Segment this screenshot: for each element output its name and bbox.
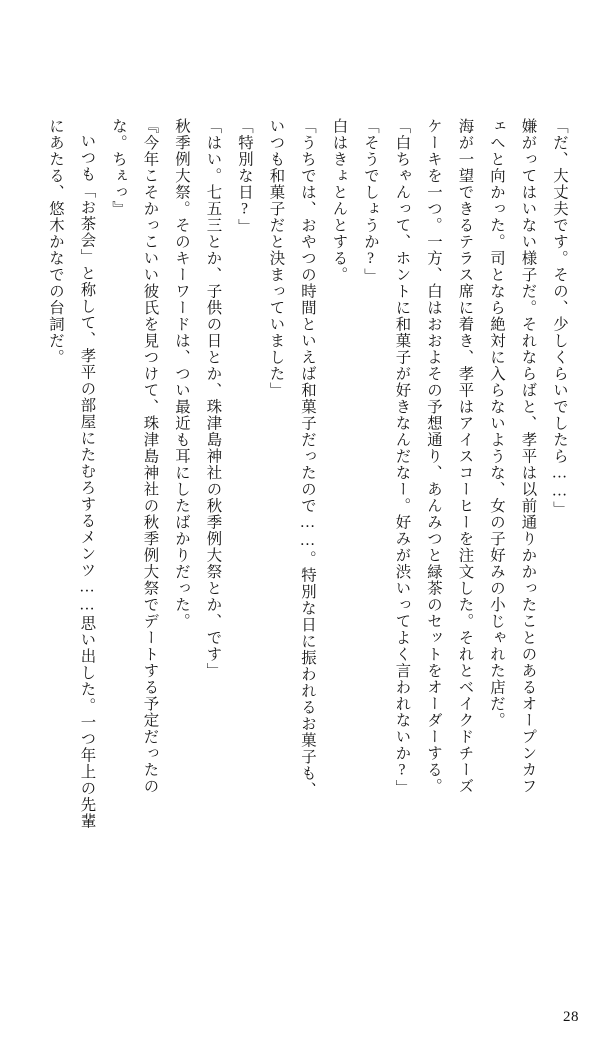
paragraph: ケーキを一つ。一方、白はおおよその予想通り、あんみつと緑茶のセットをオーダーする。 bbox=[425, 118, 442, 795]
paragraph: 「はい。七五三とか、子供の日とか、珠津島神社の秋季例大祭とか、です」 bbox=[204, 118, 222, 679]
paragraph: な。ちぇっ』 bbox=[110, 118, 127, 217]
paragraph: 「そうでしょうか?」 bbox=[362, 118, 379, 285]
paragraph: 『今年こそかっこいい彼氏を見つけて、珠津島神社の秋季例大祭でデートする予定だったの bbox=[141, 118, 159, 795]
paragraph-text: いつも「お茶会」と称して、孝平の部屋にたむろするメンツ……思い出した。一つ年上の先輩 bbox=[78, 133, 96, 830]
paragraph: いつも和菓子だと決まっていました」 bbox=[267, 118, 285, 399]
paragraph: 白はきょとんとする。 bbox=[330, 118, 348, 283]
paragraph: にあたる、悠木かなでの台詞だ。 bbox=[47, 118, 64, 366]
paragraph: 「うちでは、おやつの時間といえば和菓子だったので……。特別な日に振われるお菓子も、 bbox=[299, 118, 316, 798]
paragraph: 「だ、大丈夫です。その、少しくらいでしたら……」 bbox=[551, 118, 568, 518]
paragraph: 嫌がってはいない様子だ。それならばと、孝平は以前通りかかったことのあるオープンカフ bbox=[519, 118, 537, 795]
page-number: 28 bbox=[563, 1009, 579, 1025]
paragraph-with-ruby bbox=[71, 118, 103, 980]
paragraph: ェへと向かった。司となら絶対に入らないような、女の子好みの小じゃれた店だ。 bbox=[488, 118, 505, 729]
paragraph: 「白ちゃんって、ホントに和菓子が好きなんだなー。好みが渋いってよく言われないか?」 bbox=[393, 118, 411, 797]
vertical-text-body bbox=[47, 118, 575, 980]
paragraph: 秋季例大祭。そのキーワードは、つい最近も耳にしたばかりだった。 bbox=[173, 118, 190, 630]
paragraph: 海が一望できるテラス席に着き、孝平はアイスコーヒーを注文した。それとベイクドチーズ bbox=[456, 118, 474, 795]
paragraph: 「特別な日?」 bbox=[236, 118, 253, 236]
